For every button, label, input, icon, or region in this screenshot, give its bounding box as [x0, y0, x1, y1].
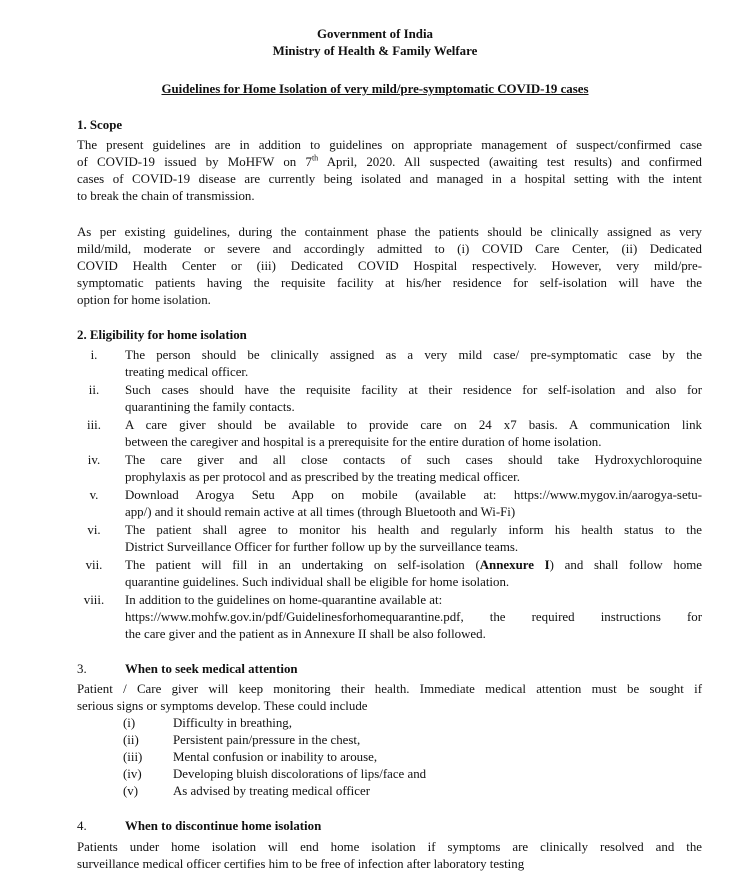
eligibility-item-4-line1: The care giver and all close contacts of such cases should take Hydroxychloroquine: [125, 453, 702, 467]
scope-p2-line3: COVID Health Center or (iii) Dedicated COVID Hospital respectively. However, very mild/pre-: [77, 259, 702, 273]
scope-p1-line3: cases of COVID-19 disease are currently being isolated and managed in a hospital setting with the intent: [77, 172, 702, 186]
eligibility-item-7-line1: The patient will fill in an undertaking on self-isolation (Annexure I) and shall follow home: [125, 558, 703, 572]
eligibility-item-3-line2: between the caregiver and hospital is a prerequisite for the entire duration of home isolation.: [125, 435, 602, 449]
eligibility-item-num: iii.: [87, 418, 101, 432]
eligibility-item-num: v.: [89, 488, 99, 502]
symptom-item: Persistent pain/pressure in the chest,: [173, 733, 361, 747]
section-medical-num: 3.: [77, 662, 87, 676]
scope-p1-line2: of COVID-19 issued by MoHFW on 7th April, 2020. All suspected (awaiting test results) and confirmed: [77, 153, 703, 169]
discontinue-p-line2: surveillance medical officer certifies him to be free of infection after laboratory testing: [77, 857, 525, 871]
section-discontinue-heading: When to discontinue home isolation: [125, 819, 322, 833]
eligibility-item-num: i.: [90, 348, 98, 362]
eligibility-item-3-line1: A care giver should be available to provide care on 24 x7 basis. A communication link: [125, 418, 702, 432]
medical-p-line2: serious signs or symptoms develop. These could include: [77, 699, 368, 713]
discontinue-p-line1: Patients under home isolation will end home isolation if symptoms are clinically resolved and the: [77, 840, 702, 854]
symptom-item: Developing bluish discolorations of lips/face and: [173, 767, 427, 781]
symptom-num: (iii): [123, 750, 143, 764]
scope-p2-line1: As per existing guidelines, during the containment phase the patients should be clinically assigned as very: [77, 225, 702, 239]
header-government: Government of India: [316, 27, 434, 41]
section-eligibility-heading: 2. Eligibility for home isolation: [77, 328, 247, 342]
section-discontinue-num: 4.: [77, 819, 87, 833]
eligibility-item-num: ii.: [88, 383, 100, 397]
scope-p2-line4: symptomatic patients having the requisite facility at his/her residence for self-isolation will have the: [77, 276, 702, 290]
eligibility-item-6-line1: The patient shall agree to monitor his health and regularly inform his health status to the: [125, 523, 702, 537]
eligibility-item-num: vii.: [85, 558, 103, 572]
eligibility-item-8-line1: In addition to the guidelines on home-quarantine available at:: [125, 593, 443, 607]
symptom-item: As advised by treating medical officer: [173, 784, 370, 798]
eligibility-item-2-line2: quarantining the family contacts.: [125, 400, 295, 414]
symptom-num: (i): [123, 716, 136, 730]
symptom-item: Difficulty in breathing,: [173, 716, 292, 730]
eligibility-item-2-line1: Such cases should have the requisite facility at their residence for self-isolation and also for: [125, 383, 702, 397]
scope-p2-line2: mild/mild, moderate or severe and accordingly admitted to (i) COVID Care Center, (ii) Dedicated: [77, 242, 702, 256]
eligibility-item-1-line2: treating medical officer.: [125, 365, 249, 379]
scope-p2-line5: option for home isolation.: [77, 293, 211, 307]
eligibility-item-num: iv.: [87, 453, 101, 467]
eligibility-item-4-line2: prophylaxis as per protocol and as prescribed by the treating medical officer.: [125, 470, 520, 484]
eligibility-item-1-line1: The person should be clinically assigned as a very mild case/ pre-symptomatic case by the: [125, 348, 702, 362]
eligibility-item-8-line3: the care giver and the patient as in Annexure II shall be also followed.: [125, 627, 486, 641]
symptom-item: Mental confusion or inability to arouse,: [173, 750, 378, 764]
symptom-num: (v): [123, 784, 139, 798]
header-ministry: Ministry of Health & Family Welfare: [272, 44, 478, 58]
eligibility-item-num: viii.: [83, 593, 105, 607]
document-title: Guidelines for Home Isolation of very mild/pre-symptomatic COVID-19 cases: [161, 82, 589, 96]
eligibility-item-num: vi.: [87, 523, 101, 537]
eligibility-item-5-line2: app/) and it should remain active at all times (through Bluetooth and Wi-Fi): [125, 505, 516, 519]
section-scope-heading: 1. Scope: [77, 118, 123, 132]
medical-p-line1: Patient / Care giver will keep monitoring their health. Immediate medical attention must be sought if: [77, 682, 702, 696]
scope-p1-line4: to break the chain of transmission.: [77, 189, 255, 203]
symptom-num: (iv): [123, 767, 142, 781]
scope-p1-line1: The present guidelines are in addition to guidelines on appropriate management of suspect/confirmed case: [77, 138, 702, 152]
eligibility-item-5-line1: Download Arogya Setu App on mobile (available at: https://www.mygov.in/aarogya-setu-: [125, 488, 702, 502]
eligibility-item-8-line2: https://www.mohfw.gov.in/pdf/Guidelinesforhomequarantine.pdf, the required instructions for: [125, 610, 702, 624]
eligibility-item-6-line2: District Surveillance Officer for further follow up by the surveillance teams.: [125, 540, 519, 554]
symptom-num: (ii): [123, 733, 139, 747]
section-medical-heading: When to seek medical attention: [125, 662, 298, 676]
eligibility-item-7-line2: quarantine guidelines. Such individual shall be eligible for home isolation.: [125, 575, 510, 589]
